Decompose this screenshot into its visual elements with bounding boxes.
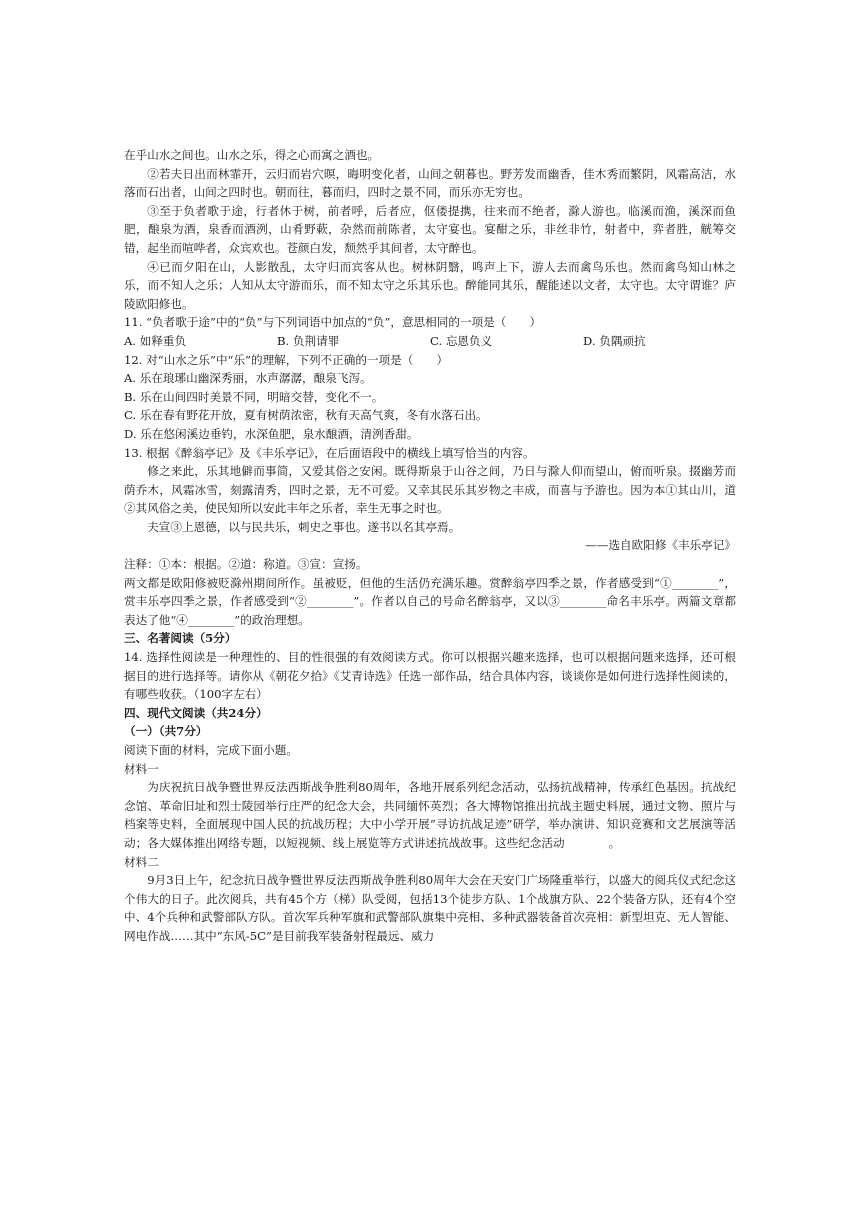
material-1-end: 。 [608,835,621,850]
passage-paragraph-4: ④已而夕阳在山，人影散乱，太守归而宾客从也。树林阴翳，鸣声上下，游人去而禽鸟乐也。然而禽鸟知山林之乐，而不知人之乐；人知从太守游而乐，而不知太守之乐其乐也。醉能同其乐，醒能述以文者，太守也。太守谓谁？庐陵欧阳修也。 [124,259,736,311]
question-12-option-a: A. 乐在琅琊山幽深秀丽，水声潺潺，酿泉飞泻。 [124,371,372,386]
subsection-1-title: （一）（共7分） [124,724,208,739]
fill-text-a: 两文都是欧阳修被贬滁州期间所作。虽被贬，但他的生活仍充满乐趣。赏醉翁亭四季之景，作者感受到“① [124,575,672,590]
question-12-option-b: B. 乐在山间四时美景不同，明暗交替，变化不一。 [124,389,384,404]
passage-paragraph-3: ③至于负者歌于途，行者休于树，前者呼，后者应，伛偻提携，往来而不绝者，滁人游也。临溪而渔，溪深而鱼肥，酿泉为酒，泉香而酒洌，山肴野蔌，杂然而前陈者，太守宴也。宴酣之乐，非丝非竹，射者中，弈者胜，觥筹交错，起坐而喧哗者，众宾欢也。苍颜白发，颓然乎其间者，太守醉也。 [124,203,736,255]
question-12-option-d: D. 乐在悠闲溪边垂钓，水深鱼肥，泉水酿酒，清洌香甜。 [124,426,419,441]
section-3-title: 三、名著阅读（5分） [124,631,237,646]
material-1-label: 材料一 [124,761,159,776]
material-1-body: 为庆祝抗日战争暨世界反法西斯战争胜利80周年，各地开展系列纪念活动，弘扬抗战精神，传承红色基因。抗战纪念馆、革命旧址和烈士陵园举行庄严的纪念大会，共同缅怀英烈；各大博物馆推出抗战主题史料展，通过文物、照片与档案等史料，全面展现中国人民的抗战历程；大中小学开展“寻访抗战足迹”研学，举办演讲、知识竞赛和文艺展演等活动；各大媒体推出网络专题，以短视频、线上展览等方式讲述抗战故事。这些纪念活动 [124,780,736,850]
answer-blank-1[interactable]: ________ [671,575,719,590]
fill-text-d: 命名丰乐亭。两篇文章都表达了他“④ [124,594,736,627]
fill-text-c: ”。作者以自己的号命名醉翁亭，又以③ [353,594,560,609]
section-4-title: 四、现代文阅读（共24分） [124,705,268,720]
answer-blank-4[interactable]: ________ [187,612,235,627]
question-13-passage-1: 修之来此，乐其地僻而事简，又爱其俗之安闲。既得斯泉于山谷之间，乃日与滁人仰而望山，俯而听泉。掇幽芳而荫乔木，风霜冰雪，刻露清秀，四时之景，无不可爱。又幸其民乐其岁物之丰成，而喜与予游也。因为本①其山川，道②其风俗之美，使民知所以安此丰年之乐者，幸生无事之时也。 [124,464,736,516]
question-13-passage-2: 夫宣③上恩德，以与民共乐，刺史之事也。遂书以名其亭焉。 [147,519,461,534]
question-11-option-a: A. 如释重负 [124,333,187,348]
fill-text-b: ”，赏丰乐亭四季之景，作者感受到“② [124,575,736,609]
material-2-label: 材料二 [124,854,159,869]
reading-instruction: 阅读下面的材料，完成下面小题。 [124,743,298,757]
material-1-text [124,778,736,852]
question-11-stem: 11. “负者歌于途”中的“负”与下列词语中加点的“负”，意思相同的一项是（ ） [124,315,542,330]
answer-blank-2[interactable]: ________ [306,594,354,609]
question-11-option-d: D. 负隅顽抗 [583,333,646,348]
question-13-notes: 注释：①本：根据。②道：称道。③宣：宣扬。 [124,557,368,572]
question-12-stem: 12. 对“山水之乐”中“乐”的理解，下列不正确的一项是（ ） [124,352,449,367]
question-13-fill-paragraph [124,574,736,630]
question-11-option-b: B. 负荆请罪 [277,333,340,348]
question-13-stem: 13. 根据《醉翁亭记》及《丰乐亭记》，在后面语段中的横线上填写恰当的内容。 [124,445,535,460]
answer-blank-3[interactable]: ________ [559,594,607,609]
question-14: 14. 选择性阅读是一种理性的、目的性很强的有效阅读方式。你可以根据兴趣来选择，也可以根据问题来选择，还可根据目的进行选择等。请你从《朝花夕拾》《艾青诗选》任选一部作品，结合具体内容，谈谈你是如何进行选择性阅读的，有哪些收获。（100字左右） [124,650,736,702]
fill-text-e: ”的政治理想。 [234,612,310,627]
passage-end-line: 在乎山水之间也。山水之乐，得之心而寓之酒也。 [124,148,380,162]
question-12-option-c: C. 乐在春有野花开放，夏有树荫浓密，秋有天高气爽，冬有水落石出。 [124,408,488,423]
question-13-source: ——选自欧阳修《丰乐亭记》 [585,538,736,553]
material-2-text: 9月3日上午，纪念抗日战争暨世界反法西斯战争胜利80周年大会在天安门广场隆重举行，以盛大的阅兵仪式纪念这个伟大的日子。此次阅兵，共有45个方（梯）队受阅，包括13个徒步方队、1个战旗方队、22个装备方队，还有4个空中、4个兵种和武警部队方队。首次军兵种军旗和武警部队旗集中亮相、多种武器装备首次亮相：新型坦克、无人智能、网电作战……其中“东风-5C”是目前我军装备射程最远、威力 [124,873,736,943]
question-11-options [124,332,736,351]
question-11-option-c: C. 忘恩负义 [430,333,493,348]
passage-paragraph-2: ②若夫日出而林霏开，云归而岩穴暝，晦明变化者，山间之朝暮也。野芳发而幽香，佳木秀而繁阴，风霜高洁，水落而石出者，山间之四时也。朝而往，暮而归，四时之景不同，而乐亦无穷也。 [124,166,736,200]
page-content [124,146,736,946]
